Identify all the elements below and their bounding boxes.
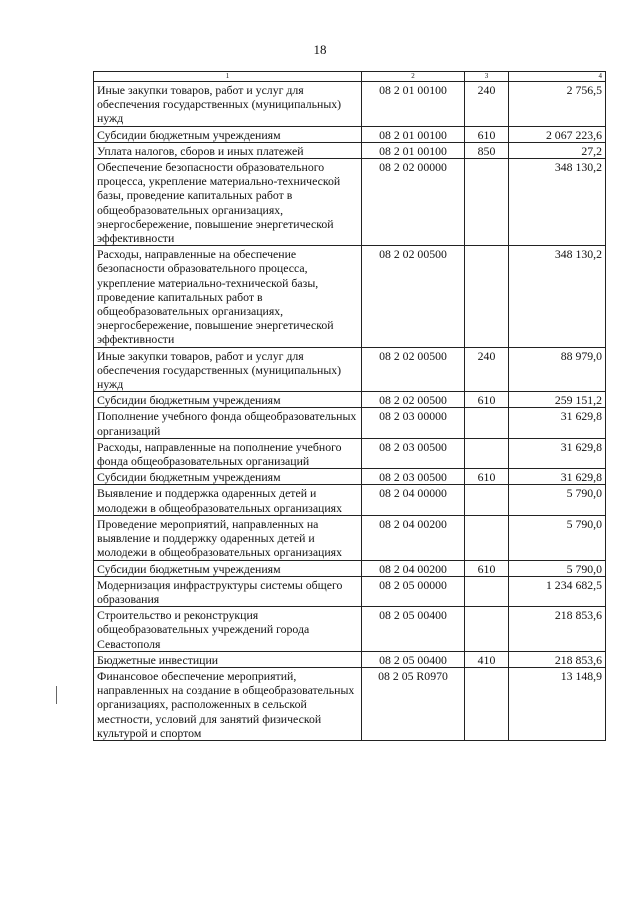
- row-code-cell: 08 2 05 00400: [362, 607, 465, 652]
- table-row: [94, 82, 606, 127]
- row-code-cell: 08 2 04 00000: [362, 485, 465, 515]
- row-amount-cell: 5 790,0: [509, 560, 606, 576]
- row-expense-type-cell: [465, 515, 509, 560]
- table-row: [94, 347, 606, 392]
- row-expense-type-cell: [465, 667, 509, 740]
- table-row: [94, 438, 606, 468]
- row-code-cell: 08 2 01 00100: [362, 126, 465, 142]
- row-amount-cell: 348 130,2: [509, 159, 606, 246]
- header-col-2: 2: [362, 72, 465, 82]
- row-name-cell: Выявление и поддержка одаренных детей и молодежи в общеобразовательных организациях: [94, 485, 362, 515]
- table-row: [94, 667, 606, 740]
- row-expense-type-cell: 850: [465, 142, 509, 158]
- table-row: [94, 469, 606, 485]
- table-row: [94, 651, 606, 667]
- row-expense-type-cell: [465, 246, 509, 347]
- row-amount-cell: 259 151,2: [509, 392, 606, 408]
- row-code-cell: 08 2 03 00500: [362, 469, 465, 485]
- budget-table: [93, 71, 606, 741]
- row-amount-cell: 2 067 223,6: [509, 126, 606, 142]
- row-code-cell: 08 2 02 00500: [362, 392, 465, 408]
- row-amount-cell: 218 853,6: [509, 651, 606, 667]
- row-name-cell: Бюджетные инвестиции: [94, 651, 362, 667]
- row-code-cell: 08 2 01 00100: [362, 142, 465, 158]
- row-amount-cell: 5 790,0: [509, 515, 606, 560]
- row-amount-cell: 5 790,0: [509, 485, 606, 515]
- table-row: [94, 246, 606, 347]
- row-amount-cell: 348 130,2: [509, 246, 606, 347]
- row-code-cell: 08 2 05 R0970: [362, 667, 465, 740]
- row-expense-type-cell: 240: [465, 347, 509, 392]
- row-expense-type-cell: [465, 576, 509, 606]
- row-amount-cell: 2 756,5: [509, 82, 606, 127]
- row-expense-type-cell: [465, 607, 509, 652]
- row-name-cell: Строительство и реконструкция общеобразовательных учреждений города Севастополя: [94, 607, 362, 652]
- row-name-cell: Субсидии бюджетным учреждениям: [94, 560, 362, 576]
- margin-mark: [56, 686, 57, 704]
- row-expense-type-cell: 610: [465, 392, 509, 408]
- row-name-cell: Уплата налогов, сборов и иных платежей: [94, 142, 362, 158]
- row-code-cell: 08 2 04 00200: [362, 515, 465, 560]
- table-row: [94, 392, 606, 408]
- row-name-cell: Субсидии бюджетным учреждениям: [94, 126, 362, 142]
- row-expense-type-cell: [465, 159, 509, 246]
- row-code-cell: 08 2 05 00400: [362, 651, 465, 667]
- header-col-3: 3: [465, 72, 509, 82]
- row-name-cell: Модернизация инфраструктуры системы общего образования: [94, 576, 362, 606]
- row-name-cell: Иные закупки товаров, работ и услуг для обеспечения государственных (муниципальных) нужд: [94, 82, 362, 127]
- table-row: [94, 159, 606, 246]
- table-row: [94, 126, 606, 142]
- row-code-cell: 08 2 02 00500: [362, 347, 465, 392]
- row-name-cell: Расходы, направленные на обеспечение безопасности образовательного процесса, укрепление материально-технической базы, проведение капитальных работ в общеобразовательных организациях, энергосбережение, повышение энергетической эффективности: [94, 246, 362, 347]
- row-name-cell: Финансовое обеспечение мероприятий, направленных на создание в общеобразовательных организациях, расположенных в сельской местности, условий для занятий физической культурой и спортом: [94, 667, 362, 740]
- row-amount-cell: 31 629,8: [509, 408, 606, 438]
- header-col-4: 4: [509, 72, 606, 82]
- row-code-cell: 08 2 05 00000: [362, 576, 465, 606]
- row-expense-type-cell: 610: [465, 469, 509, 485]
- row-amount-cell: 13 148,9: [509, 667, 606, 740]
- row-name-cell: Расходы, направленные на пополнение учебного фонда общеобразовательных организаций: [94, 438, 362, 468]
- table-row: [94, 607, 606, 652]
- table-row: [94, 142, 606, 158]
- row-name-cell: Субсидии бюджетным учреждениям: [94, 469, 362, 485]
- table-header-row: [94, 72, 606, 82]
- row-amount-cell: 31 629,8: [509, 469, 606, 485]
- row-name-cell: Пополнение учебного фонда общеобразовательных организаций: [94, 408, 362, 438]
- row-name-cell: Обеспечение безопасности образовательного процесса, укрепление материально-технической базы, проведение капитальных работ в общеобразовательных организациях, энергосбережение, повышение энергетической эффективности: [94, 159, 362, 246]
- row-code-cell: 08 2 01 00100: [362, 82, 465, 127]
- row-name-cell: Субсидии бюджетным учреждениям: [94, 392, 362, 408]
- table-row: [94, 408, 606, 438]
- row-expense-type-cell: [465, 408, 509, 438]
- table-row: [94, 560, 606, 576]
- row-code-cell: 08 2 03 00500: [362, 438, 465, 468]
- row-expense-type-cell: 410: [465, 651, 509, 667]
- row-expense-type-cell: [465, 438, 509, 468]
- row-expense-type-cell: 610: [465, 126, 509, 142]
- row-amount-cell: 218 853,6: [509, 607, 606, 652]
- row-amount-cell: 1 234 682,5: [509, 576, 606, 606]
- table-row: [94, 515, 606, 560]
- row-name-cell: Проведение мероприятий, направленных на выявление и поддержку одаренных детей и молодежи в общеобразовательных организациях: [94, 515, 362, 560]
- table-row: [94, 576, 606, 606]
- row-amount-cell: 31 629,8: [509, 438, 606, 468]
- row-expense-type-cell: [465, 485, 509, 515]
- row-amount-cell: 27,2: [509, 142, 606, 158]
- row-name-cell: Иные закупки товаров, работ и услуг для обеспечения государственных (муниципальных) нужд: [94, 347, 362, 392]
- header-col-1: 1: [94, 72, 362, 82]
- row-expense-type-cell: 240: [465, 82, 509, 127]
- row-code-cell: 08 2 03 00000: [362, 408, 465, 438]
- row-code-cell: 08 2 02 00000: [362, 159, 465, 246]
- row-code-cell: 08 2 02 00500: [362, 246, 465, 347]
- page-number: 18: [313, 42, 327, 57]
- table-row: [94, 485, 606, 515]
- row-amount-cell: 88 979,0: [509, 347, 606, 392]
- row-expense-type-cell: 610: [465, 560, 509, 576]
- row-code-cell: 08 2 04 00200: [362, 560, 465, 576]
